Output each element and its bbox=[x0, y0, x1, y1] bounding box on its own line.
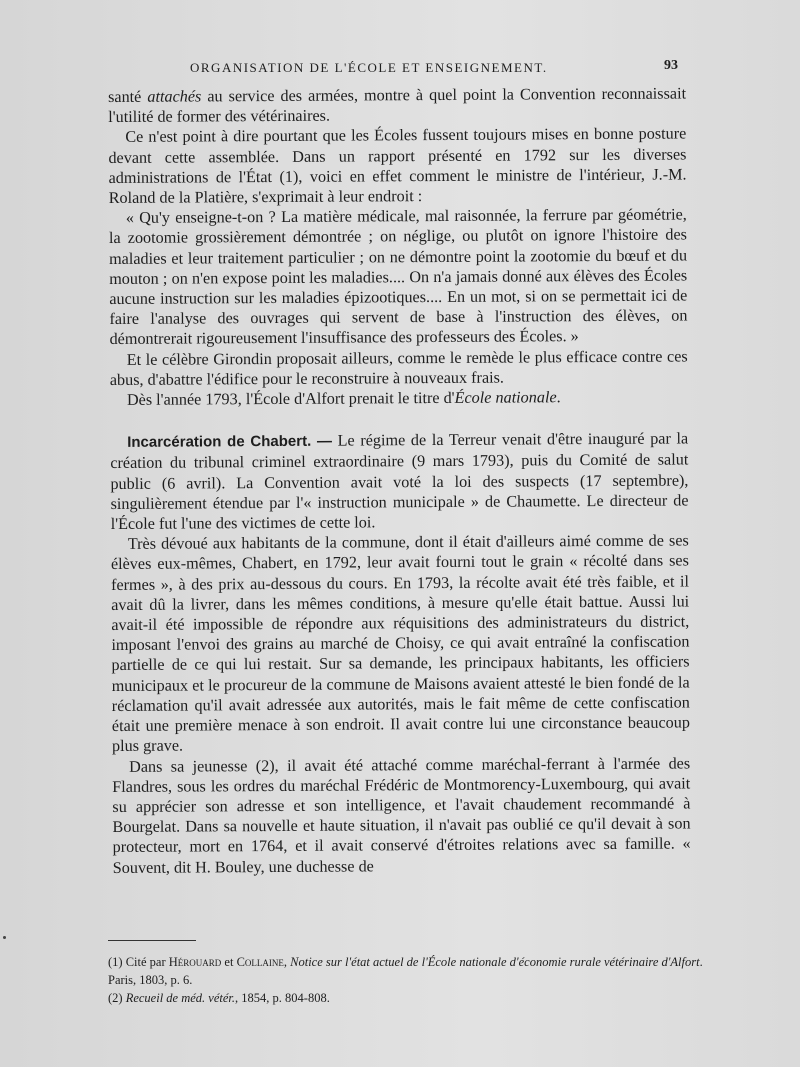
text-run: , bbox=[283, 955, 291, 969]
text-run: et bbox=[221, 955, 237, 969]
text-run: « Qu'y enseigne-t-on ? La matière médicale, mal raisonnée, la ferrure par géométrie, la zootomie grossièrement démontrée ; on néglige, ou plutôt on ignore l'histoire des maladies et leur traitement particulier ; on ne démontre point la zootomie du bœuf et du mouton ; on n'en expose point les maladies.... On n'a jamais donné aux élèves des Écoles aucune instruction sur les maladies épizootiques.... En un mot, si on se permettait ici de faire l'analyse des ouvrages qui servent de base à l'instruction des élèves, on démontrerait rigoureusement l'insuffisance des professeurs des Écoles. » bbox=[108, 205, 688, 349]
paragraph bbox=[110, 387, 688, 411]
text-run: , 1854, p. 804-808. bbox=[235, 991, 330, 1005]
text-run: (2) bbox=[108, 991, 126, 1005]
italic-text: Recueil de méd. vétér. bbox=[125, 991, 236, 1005]
italic-text: École nationale bbox=[454, 388, 557, 407]
text-run: (1) Cité par bbox=[108, 955, 169, 969]
text-run: Dès l'année 1793, l'École d'Alfort prenait le titre d' bbox=[126, 388, 455, 409]
text-run: au service des armées, montre à quel point la Convention reconnaissait l'utilité de former des vétérinaires. bbox=[108, 84, 687, 127]
paragraph bbox=[111, 531, 690, 757]
italic-text: attachés bbox=[147, 87, 202, 106]
section-paragraph bbox=[110, 429, 689, 535]
paragraph bbox=[109, 205, 688, 350]
text-run: . Paris, 1803, p. 6. bbox=[108, 955, 703, 987]
author-name: Hérouard bbox=[168, 955, 222, 969]
footnote-rule bbox=[108, 940, 196, 941]
author-name: Collaine bbox=[236, 955, 284, 969]
paragraph bbox=[108, 124, 686, 208]
text-run: . bbox=[556, 388, 561, 407]
footnotes bbox=[108, 940, 708, 1007]
page-number: 93 bbox=[664, 58, 678, 73]
edge-speck bbox=[3, 936, 6, 939]
running-head: ORGANISATION DE L'ÉCOLE ET ENSEIGNEMENT. bbox=[190, 60, 548, 75]
text-run: Ce n'est point à dire pourtant que les Écoles fussent toujours mises en bonne posture devant cette assemblée. Dans un rapport présenté en 1792 sur les diverses administrations de l'État (1), voici en effet comment le ministre de l'intérieur, J.-M. Roland de la Platière, s'exprimait à leur endroit : bbox=[108, 124, 687, 208]
paragraph bbox=[108, 83, 686, 127]
paragraph bbox=[112, 753, 691, 878]
paragraph bbox=[110, 346, 688, 390]
text-run: santé bbox=[108, 87, 148, 106]
footnote bbox=[108, 953, 708, 989]
footnote-list bbox=[108, 953, 708, 1007]
section-heading: Incarcération de Chabert. — bbox=[127, 432, 333, 452]
body-text bbox=[108, 83, 691, 877]
text-run: Et le célèbre Girondin proposait ailleurs, comme le remède le plus efficace contre ces abus, d'abattre l'édifice pour le reconstruire à nouveaux frais. bbox=[109, 347, 688, 389]
text-run: Le régime de la Terreur venait d'être inauguré par la création du tribunal criminel extraordinaire (9 mars 1793), puis du Comité de salut public (6 avril). La Convention avait voté la loi des suspects (17 septembre), singulièrement étendue par l'« instruction municipale » de Chaumette. Le directeur de l'École fut l'une des victimes de cette loi. bbox=[110, 429, 689, 534]
text-run: Dans sa jeunesse (2), il avait été attaché comme maréchal-ferrant à l'armée des Flandres, sous les ordres du maréchal Frédéric de Montmorency-Luxembourg, qui avait su apprécier son adresse et son intelligence, et l'avait chaudement recommandé à Bourgelat. Dans sa nouvelle et haute situation, il n'avait pas oublié ce qu'il devait à son protecteur, mort en 1764, et il avait conservé d'étroites relations avec sa famille. « Souvent, dit H. Bouley, une duchesse de bbox=[112, 753, 691, 877]
italic-text: Notice sur l'état actuel de l'École nationale d'économie rurale vétérinaire d'Alfort bbox=[290, 955, 700, 969]
page-header bbox=[0, 60, 800, 82]
text-run: Très dévoué aux habitants de la commune, dont il était d'ailleurs aimé comme de ses élèves eux-mêmes, Chabert, en 1792, leur avait fourni tout le grain « récolté dans ses fermes », à des prix au-dessous du cours. En 1793, la récolte avait été très faible, et il avait dû la livrer, dans les mêmes conditions, à mesure qu'elle était battue. Aussi lui avait-il été impossible de répondre aux réquisitions des administrateurs du district, imposant l'envoi des grains au marché de Choisy, ce qui avait entraîné la confiscation partielle de ce qui lui restait. Sur sa demande, les principaux habitants, les officiers municipaux et le procureur de la commune de Maisons avaient attesté le bien fondé de la réclamation qu'il avait adressée aux autorités, mais le fait même de cette confiscation était une première menace à son endroit. Il avait contre lui une circonstance beaucoup plus grave. bbox=[110, 531, 690, 756]
footnote bbox=[108, 989, 708, 1007]
